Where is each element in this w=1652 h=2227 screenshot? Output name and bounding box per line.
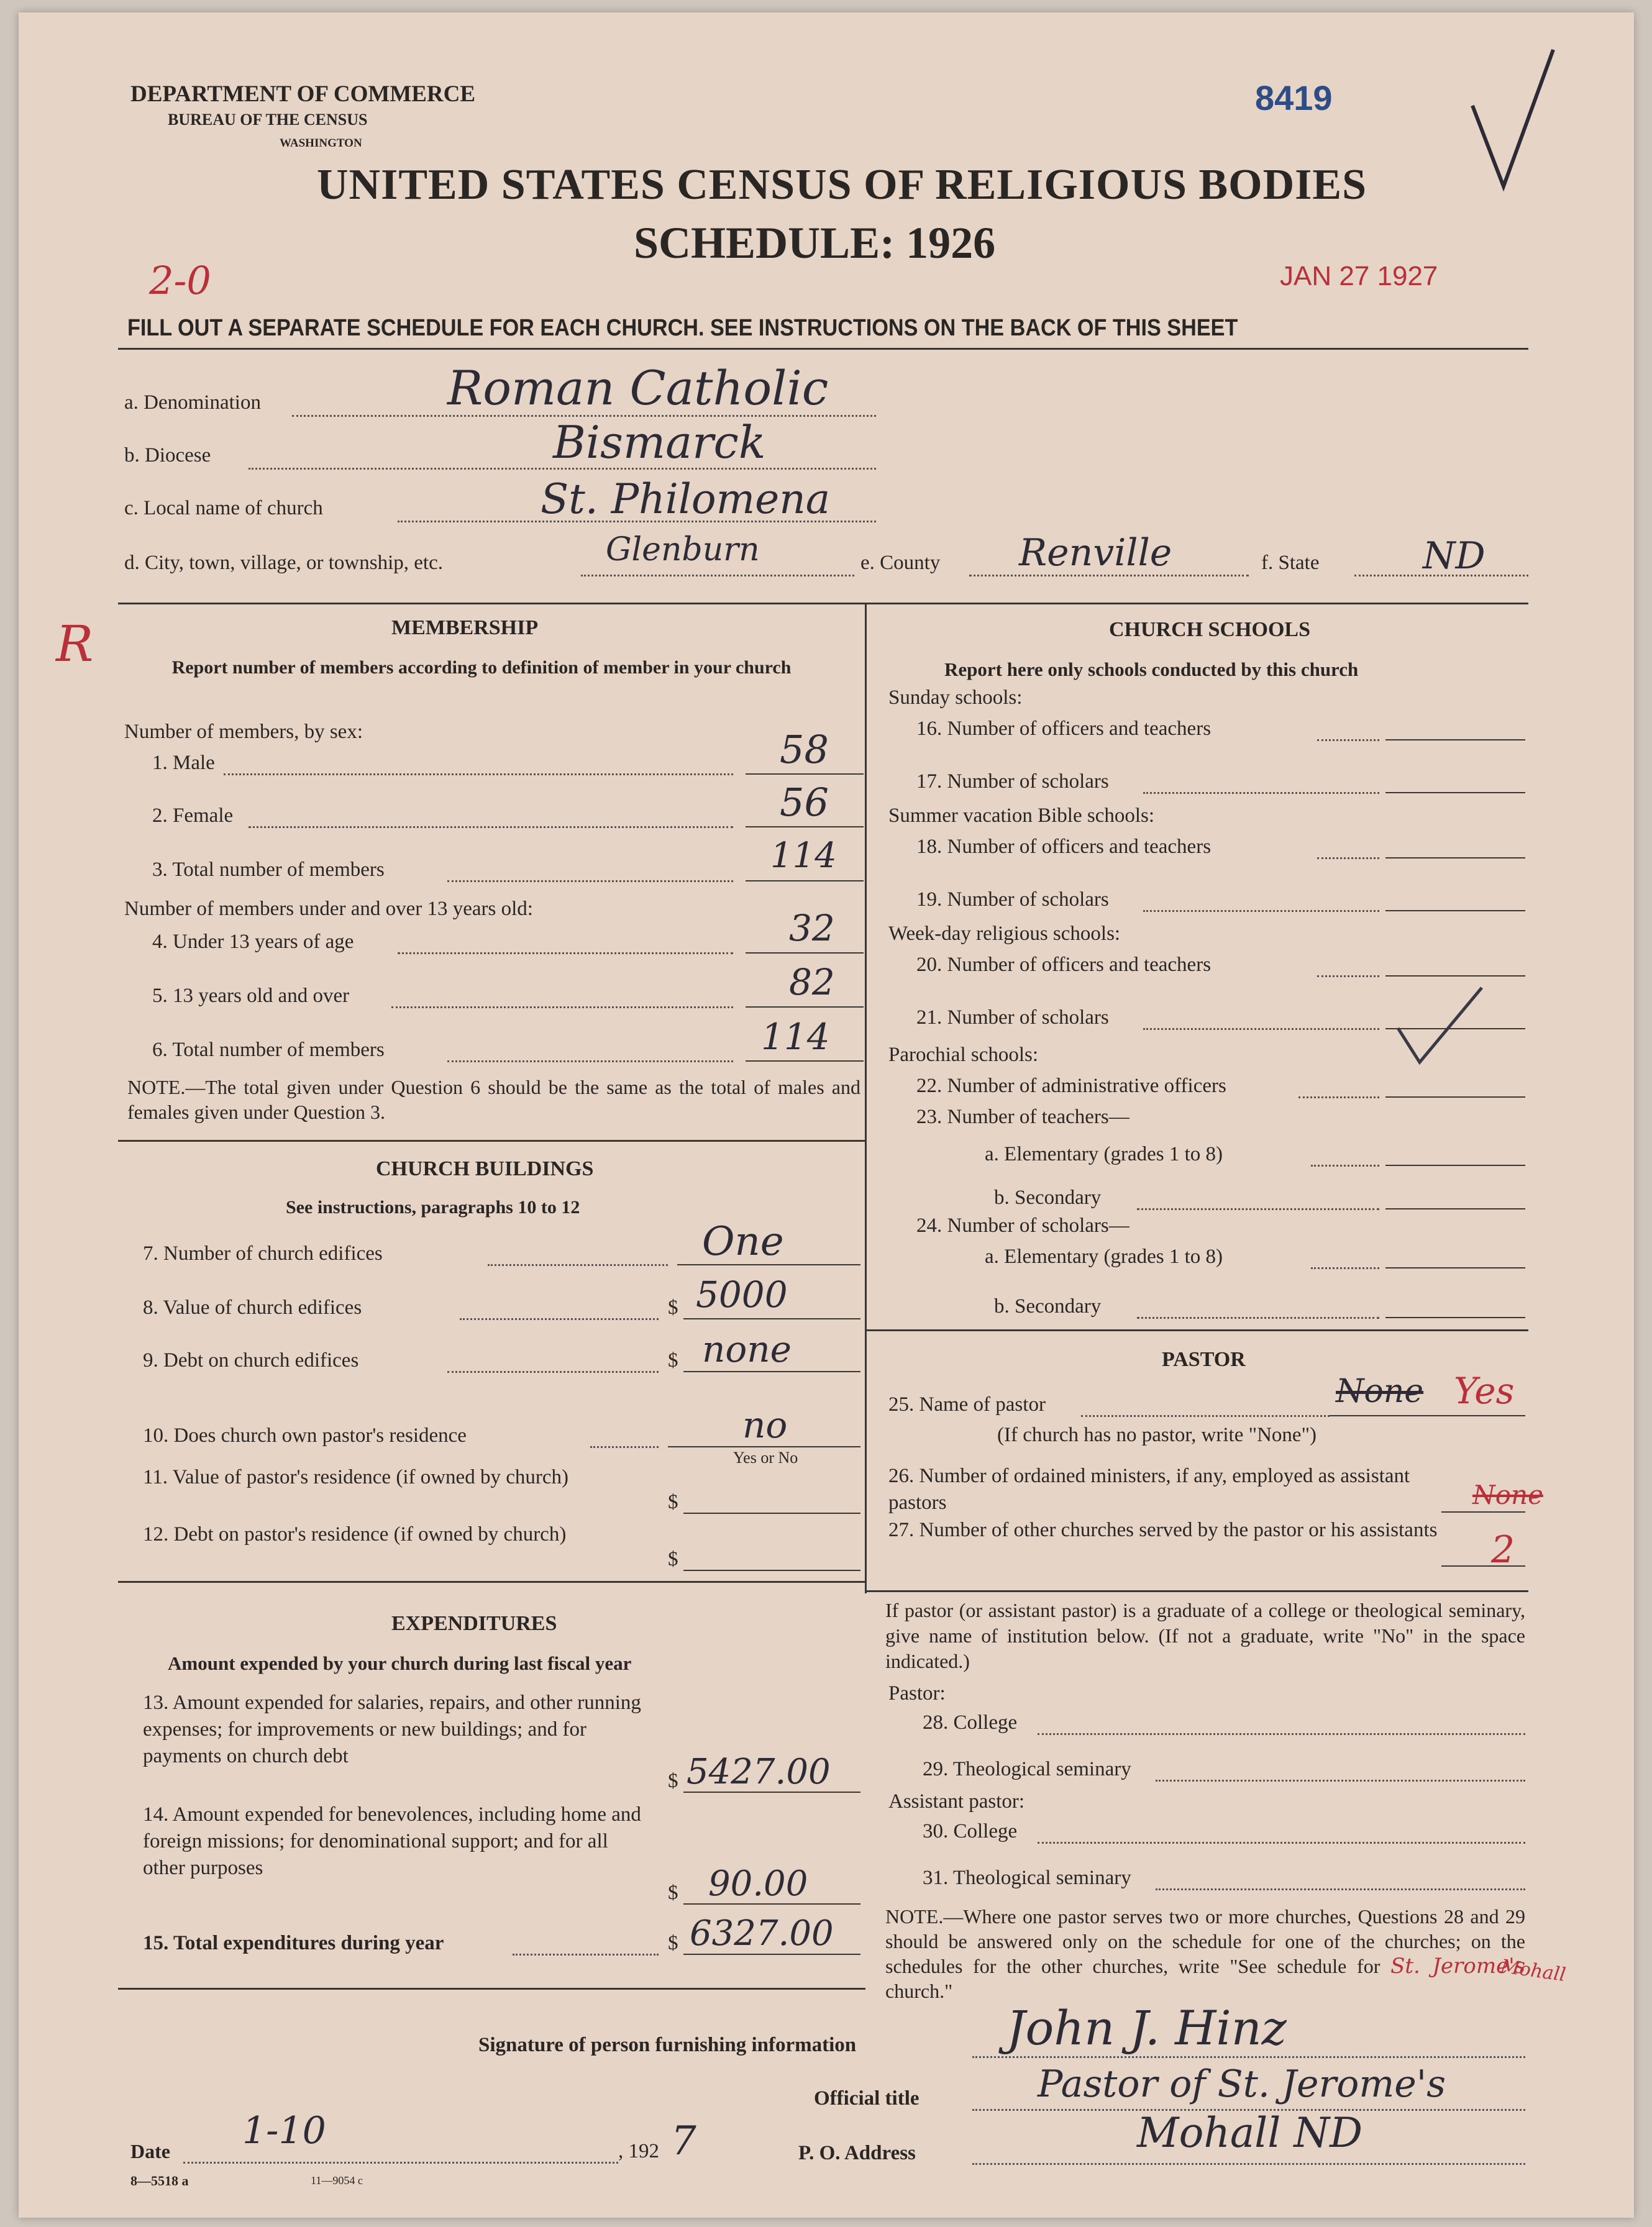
q19-line: [1143, 910, 1379, 912]
q15-label: 15. Total expenditures during year: [143, 1932, 444, 1954]
q31-label: 31. Theological seminary: [923, 1867, 1131, 1889]
q16-label: 16. Number of officers and teachers: [916, 717, 1212, 740]
membership-intro: Report number of members according to definition of member in your church: [171, 657, 792, 678]
q24a-line: [1311, 1267, 1379, 1269]
q4-value[interactable]: 32: [789, 907, 835, 949]
signature-value[interactable]: John J. Hinz: [1006, 2000, 1287, 2056]
by-sex-label: Number of members, by sex:: [124, 721, 363, 743]
q23a-label: a. Elementary (grades 1 to 8): [985, 1143, 1223, 1165]
q13-dollar: $: [668, 1770, 678, 1792]
schedule-year: SCHEDULE: 1926: [634, 218, 996, 268]
q12-answer-line: [683, 1570, 860, 1571]
q22-line: [1298, 1096, 1379, 1098]
schools-intro: Report here only schools conducted by this church: [944, 658, 1359, 680]
q11-answer-line: [683, 1513, 860, 1514]
state-label: f. State: [1261, 552, 1320, 574]
q25-line: [1081, 1415, 1330, 1417]
official-title-value[interactable]: Pastor of St. Jerome's: [1038, 2062, 1446, 2106]
date-value[interactable]: 1-10: [242, 2109, 326, 2152]
weekday-label: Week-day religious schools:: [888, 922, 1121, 945]
q15-value[interactable]: 6327.00: [690, 1913, 834, 1954]
denomination-value[interactable]: Roman Catholic: [447, 360, 829, 416]
q3-label: 3. Total number of members: [152, 858, 385, 881]
q25-label: 25. Name of pastor: [888, 1393, 1046, 1416]
city-label: d. City, town, village, or township, etc.: [124, 552, 443, 574]
bureau-name: BUREAU OF THE CENSUS: [168, 111, 368, 129]
city-value[interactable]: Glenburn: [606, 531, 760, 568]
date-line: [183, 2162, 618, 2164]
department-name: DEPARTMENT OF COMMERCE: [130, 81, 476, 107]
q7-line: [488, 1264, 668, 1266]
q9-label: 9. Debt on church edifices: [143, 1349, 359, 1372]
q23b-answer-line: [1385, 1208, 1525, 1209]
po-address-label: P. O. Address: [798, 2142, 916, 2164]
q22-label: 22. Number of administrative officers: [916, 1075, 1226, 1097]
header-rule: [118, 348, 1528, 350]
date-label: Date: [130, 2140, 170, 2162]
assistant-sub-label: Assistant pastor:: [888, 1790, 1025, 1813]
q8-value[interactable]: 5000: [696, 1273, 788, 1316]
q28-line: [1038, 1733, 1525, 1735]
q10-value[interactable]: no: [742, 1404, 788, 1446]
table-top-rule: [118, 603, 1528, 604]
q18-label: 18. Number of officers and teachers: [916, 836, 1212, 858]
q15-answer-line: [683, 1954, 860, 1955]
q10-line: [590, 1446, 659, 1448]
city-line: [581, 575, 854, 576]
q24b-answer-line: [1385, 1317, 1525, 1318]
q2-line: [249, 826, 733, 828]
pastor-top-rule: [865, 1329, 1528, 1331]
q4-line: [398, 952, 733, 954]
po-address-line: [972, 2163, 1525, 2165]
q16-answer-line: [1385, 739, 1525, 740]
q26-label: 26. Number of ordained ministers, if any, employed as assistant pastors: [888, 1465, 1410, 1514]
q8-line: [460, 1318, 659, 1320]
q5-label: 5. 13 years old and over: [152, 985, 350, 1007]
q16-line: [1317, 739, 1379, 741]
q23a-line: [1311, 1165, 1379, 1167]
q24b-line: [1137, 1317, 1379, 1319]
q11-label: 11. Value of pastor's residence (if owned by church): [143, 1466, 568, 1488]
right-bottom-rule: [865, 1590, 1528, 1592]
q6-answer-line: [746, 1060, 864, 1062]
q24a-answer-line: [1385, 1267, 1525, 1268]
checkmark-icon: [1392, 985, 1485, 1072]
q12-label: 12. Debt on pastor's residence (if owned by church): [143, 1523, 567, 1546]
q22-answer-line: [1385, 1096, 1525, 1098]
q5-value[interactable]: 82: [789, 961, 835, 1003]
q10-label: 10. Does church own pastor's residence: [143, 1424, 467, 1447]
census-schedule-sheet: [19, 12, 1634, 2218]
q27-value[interactable]: 2: [1491, 1528, 1515, 1572]
print-code: 11—9054 c: [311, 2174, 363, 2187]
q10-answer-line: [668, 1446, 860, 1447]
parochial-label: Parochial schools:: [888, 1044, 1039, 1066]
q14-label: 14. Amount expended for benevolences, including home and foreign missions; for denominational support; and for all other purposes: [143, 1803, 641, 1879]
county-label: e. County: [860, 552, 941, 574]
po-address-value[interactable]: Mohall ND: [1137, 2109, 1363, 2157]
q13-label: 13. Amount expended for salaries, repairs, and other running expenses; for improvements or new buildings; and for payments on church debt: [143, 1692, 641, 1767]
q12-dollar: $: [668, 1548, 678, 1570]
q20-answer-line: [1385, 975, 1525, 977]
pastor-note-margin: Mohall: [1499, 1955, 1568, 1987]
checkmark-icon: [1460, 43, 1566, 205]
q24b-label: b. Secondary: [994, 1295, 1102, 1318]
q1-answer-line: [746, 773, 864, 775]
q28-label: 28. College: [923, 1711, 1018, 1734]
q9-value[interactable]: none: [702, 1328, 792, 1370]
q9-dollar: $: [668, 1349, 678, 1372]
q3-value[interactable]: 114: [770, 836, 837, 876]
q2-label: 2. Female: [152, 804, 234, 827]
q25-correction: Yes: [1454, 1370, 1515, 1412]
q14-value[interactable]: 90.00: [708, 1864, 808, 1904]
q2-value[interactable]: 56: [780, 780, 829, 825]
by-age-label: Number of members under and over 13 years old:: [124, 898, 533, 920]
buildings-heading: CHURCH BUILDINGS: [376, 1157, 594, 1180]
q3-answer-line: [746, 880, 864, 881]
diocese-label: b. Diocese: [124, 444, 211, 467]
q23-label: 23. Number of teachers—: [916, 1106, 1129, 1128]
q9-line: [447, 1371, 659, 1373]
q1-label: 1. Male: [152, 752, 215, 774]
pastor-sub-label: Pastor:: [888, 1682, 946, 1705]
buildings-top-rule: [118, 1140, 865, 1142]
column-divider: [865, 603, 867, 1593]
q4-label: 4. Under 13 years of age: [152, 931, 354, 953]
q17-label: 17. Number of scholars: [916, 770, 1109, 793]
q30-line: [1038, 1842, 1525, 1844]
diocese-value[interactable]: Bismarck: [553, 416, 766, 468]
q25-answer-line: [1330, 1415, 1525, 1416]
pastor-note: [885, 1904, 1525, 2003]
signature-line: [972, 2056, 1525, 2058]
q5-line: [391, 1006, 733, 1008]
q21-label: 21. Number of scholars: [916, 1006, 1109, 1029]
q30-label: 30. College: [923, 1820, 1018, 1842]
summer-label: Summer vacation Bible schools:: [888, 804, 1155, 827]
q15-dollar: $: [668, 1932, 678, 1954]
q2-answer-line: [746, 826, 864, 827]
q29-line: [1156, 1780, 1525, 1782]
membership-note: NOTE.—The total given under Question 6 should be the same as the total of males and females given under Question 3.: [127, 1076, 860, 1123]
q17-answer-line: [1385, 792, 1525, 793]
q20-line: [1317, 975, 1379, 977]
q1-line: [224, 773, 733, 775]
q7-label: 7. Number of church edifices: [143, 1242, 383, 1265]
serial-number: 8419: [1255, 78, 1333, 117]
q9-answer-line: [683, 1371, 860, 1372]
q23b-label: b. Secondary: [994, 1186, 1102, 1209]
city-name: WASHINGTON: [280, 137, 362, 150]
q27-label: 27. Number of other churches served by the pastor or his assistants: [888, 1519, 1438, 1541]
official-title-label: Official title: [814, 2087, 920, 2110]
q8-answer-line: [683, 1318, 860, 1319]
q6-label: 6. Total number of members: [152, 1039, 385, 1061]
year-digit[interactable]: 7: [671, 2118, 696, 2164]
schools-heading: CHURCH SCHOOLS: [1109, 618, 1310, 641]
q26-value[interactable]: None: [1472, 1480, 1543, 1510]
q25-hint: (If church has no pastor, write "None"): [997, 1424, 1317, 1446]
q24-label: 24. Number of scholars—: [916, 1214, 1129, 1237]
q24a-label: a. Elementary (grades 1 to 8): [985, 1246, 1223, 1268]
q1-value[interactable]: 58: [780, 727, 829, 772]
q7-value[interactable]: One: [702, 1219, 784, 1265]
q18-line: [1317, 857, 1379, 859]
church-name-label: c. Local name of church: [124, 497, 323, 519]
buildings-sub: See instructions, paragraphs 10 to 12: [286, 1197, 580, 1218]
state-value[interactable]: ND: [1423, 534, 1485, 578]
year-prefix: , 192: [618, 2140, 659, 2162]
pastor-note-text: NOTE.—Where one pastor serves two or more churches, Questions 28 and 29 should be answered only on the schedule for one of the churches; on the schedules for the other churches, write "See schedule for: [885, 1905, 1525, 1977]
q19-answer-line: [1385, 910, 1525, 911]
q6-line: [447, 1060, 733, 1062]
county-value[interactable]: Renville: [1019, 531, 1172, 575]
q5-answer-line: [746, 1006, 864, 1008]
pastor-note-end: church.": [885, 1980, 953, 2002]
q11-dollar: $: [668, 1491, 678, 1513]
expenditures-heading: EXPENDITURES: [391, 1612, 557, 1635]
graduate-note: If pastor (or assistant pastor) is a graduate of a college or theological seminary, give name of institution below. (If not a graduate, write "No" in the space indicated.): [885, 1599, 1525, 1672]
q17-line: [1143, 792, 1379, 794]
q26-answer-line: [1441, 1511, 1525, 1513]
q8-label: 8. Value of church edifices: [143, 1296, 362, 1319]
q15-line: [513, 1954, 659, 1956]
county-line: [969, 575, 1249, 576]
q23b-line: [1137, 1208, 1379, 1210]
q13-value[interactable]: 5427.00: [687, 1752, 831, 1792]
denomination-label: a. Denomination: [124, 391, 261, 414]
pastor-note-fill[interactable]: St. Jerome's: [1390, 1954, 1526, 1979]
q4-answer-line: [746, 952, 864, 954]
marginal-code: 2-0: [149, 258, 211, 303]
q10-hint: Yes or No: [733, 1449, 798, 1467]
q19-label: 19. Number of scholars: [916, 888, 1109, 911]
q18-answer-line: [1385, 857, 1525, 858]
q8-dollar: $: [668, 1296, 678, 1319]
instruction-line: FILL OUT A SEPARATE SCHEDULE FOR EACH CHURCH. SEE INSTRUCTIONS ON THE BACK OF THIS SHEET: [127, 315, 1238, 341]
q20-label: 20. Number of officers and teachers: [916, 954, 1212, 976]
form-title: UNITED STATES CENSUS OF RELIGIOUS BODIES: [317, 161, 1367, 209]
form-number: 8—5518 a: [130, 2173, 189, 2188]
q3-line: [447, 880, 733, 882]
q23a-answer-line: [1385, 1165, 1525, 1166]
q25-value[interactable]: None: [1336, 1373, 1424, 1410]
expenditures-sub: Amount expended by your church during last fiscal year: [168, 1652, 632, 1674]
signature-label: Signature of person furnishing information: [478, 2034, 857, 2056]
membership-heading: MEMBERSHIP: [391, 616, 539, 639]
received-stamp: JAN 27 1927: [1280, 261, 1438, 291]
q6-value[interactable]: 114: [761, 1016, 830, 1058]
sunday-label: Sunday schools:: [888, 686, 1023, 709]
q14-dollar: $: [668, 1882, 678, 1904]
marginal-r-mark: R: [56, 615, 94, 673]
q29-label: 29. Theological seminary: [923, 1758, 1131, 1780]
left-bottom-rule: [118, 1988, 865, 1990]
expenditures-top-rule: [118, 1581, 865, 1583]
q21-line: [1143, 1028, 1379, 1030]
q31-line: [1156, 1888, 1525, 1890]
pastor-heading: PASTOR: [1162, 1348, 1246, 1371]
church-name-value[interactable]: St. Philomena: [541, 475, 831, 523]
